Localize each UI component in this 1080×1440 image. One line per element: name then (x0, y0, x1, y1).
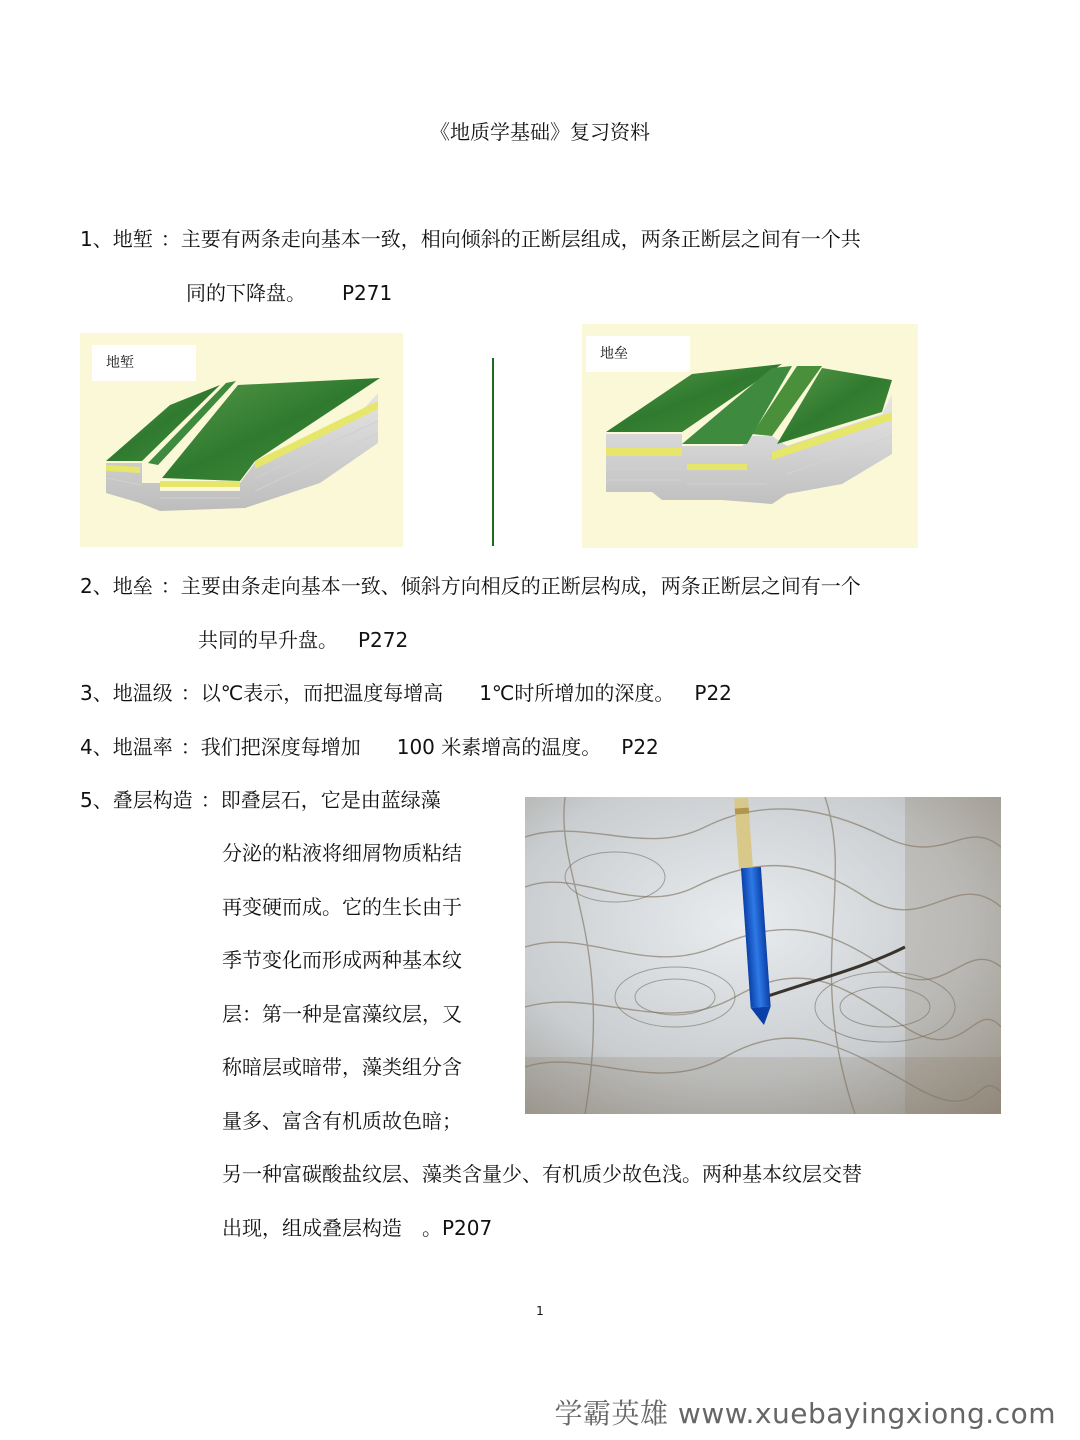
item-4-text-a: 我们把深度每增加 (200, 735, 361, 759)
item-1-term: 地堑 (112, 227, 153, 251)
horst-diagram (582, 324, 918, 548)
item-5-text: 即叠层石，它是由蓝绿藻 (220, 788, 441, 812)
item-5-line-9 (222, 1214, 492, 1242)
graben-diagram (80, 333, 403, 547)
item-5-line-4: 季节变化而形成两种基本纹 (222, 948, 462, 972)
item-2-separator: ： (160, 574, 181, 598)
item-5-line-6: 称暗层或暗带，藻类组分含 (222, 1055, 462, 1079)
item-2-text: 主要由条走向基本一致、倾斜方向相反的正断层构成，两条正断层之间有一个 (180, 574, 861, 598)
item-2-page-ref: P272 (358, 628, 409, 652)
item-2-line-1 (80, 572, 861, 600)
item-3-number: 3、 (80, 681, 113, 705)
item-4-text-b: 100 米素增高的温度。 (396, 735, 602, 759)
item-5-line-1 (80, 786, 441, 814)
stromatolite-rock-image (525, 797, 1001, 1114)
item-5-line-2: 分泌的粘液将细屑物质粘结 (222, 841, 462, 865)
item-1-page-ref: P271 (342, 281, 393, 305)
item-4-number: 4、 (80, 735, 113, 759)
graben-label: 地堑 (92, 345, 196, 381)
horst-label: 地垒 (586, 336, 690, 372)
item-1-text: 主要有两条走向基本一致，相向倾斜的正断层组成，两条正断层之间有一个共 (180, 227, 861, 251)
item-1-number: 1、 (80, 227, 113, 251)
watermark: 学霸英雄 www.xuebayingxiong.com (554, 1397, 1056, 1430)
item-5-page-ref: 。P207 (422, 1216, 493, 1240)
item-3-text-a: 以℃表示，而把温度每增高 (200, 681, 444, 705)
item-1-separator: ： (160, 227, 181, 251)
item-1-text-cont: 同的下降盘。 (186, 281, 306, 305)
item-3-page-ref: P22 (694, 681, 732, 705)
item-3-term: 地温级 (112, 681, 173, 705)
item-2-term: 地垒 (112, 574, 153, 598)
item-4-separator: ： (180, 735, 201, 759)
item-1-line-2 (186, 279, 392, 307)
item-1-line-1 (80, 225, 861, 253)
item-5-line-7: 量多、富含有机质故色暗； (222, 1109, 462, 1133)
item-5-line-3: 再变硬而成。它的生长由于 (222, 895, 462, 919)
item-2-line-2 (198, 626, 408, 654)
document-title: 《地质学基础》复习资料 (430, 120, 650, 144)
item-2-number: 2、 (80, 574, 113, 598)
item-5-number: 5、 (80, 788, 113, 812)
item-4-line (80, 733, 659, 761)
item-2-text-cont: 共同的早升盘。 (198, 628, 338, 652)
item-5-term: 叠层构造 (112, 788, 193, 812)
item-3-text-b: 1℃时所增加的深度。 (479, 681, 675, 705)
stromatolite-photo (525, 797, 1001, 1114)
item-5-last-line: 出现，组成叠层构造 (222, 1216, 402, 1240)
item-4-term: 地温率 (112, 735, 173, 759)
item-3-line (80, 679, 732, 707)
item-5-line-5: 层：第一种是富藻纹层，又 (222, 1002, 462, 1026)
item-5-line-8: 另一种富碳酸盐纹层、藻类含量少、有机质少故色浅。两种基本纹层交替 (222, 1162, 862, 1186)
item-4-page-ref: P22 (621, 735, 659, 759)
page-number: 1 (536, 1304, 544, 1318)
item-3-separator: ： (180, 681, 201, 705)
diagram-divider (492, 358, 494, 546)
item-5-separator: ： (200, 788, 221, 812)
